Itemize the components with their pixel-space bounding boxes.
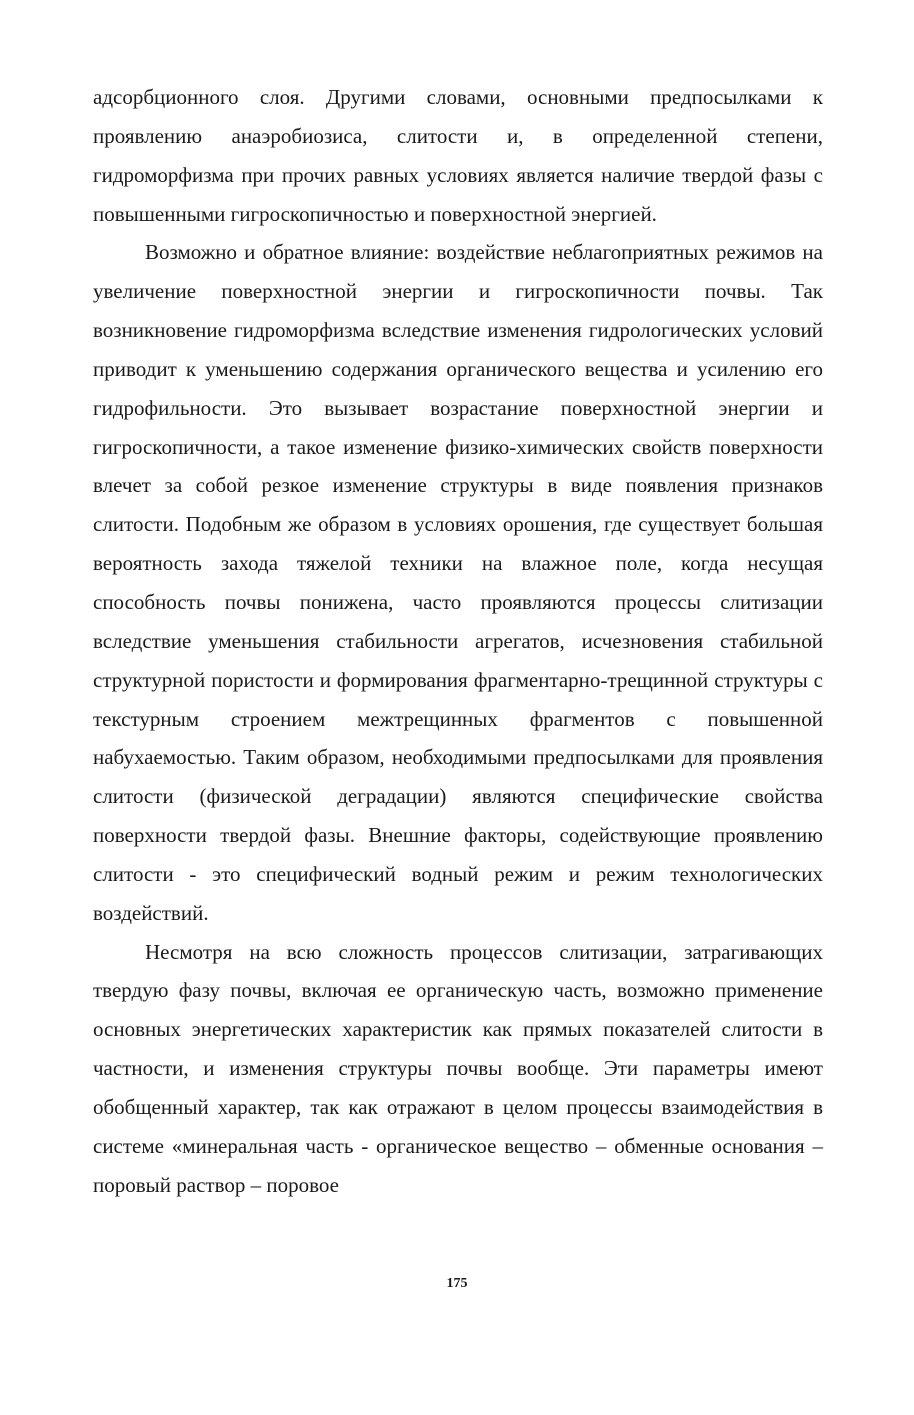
paragraph-3: Несмотря на всю сложность процессов слитизации, затрагивающих твердую фазу почвы, включая ее органическую часть, возможно применение основных энергетических характеристик как прямых показателей слитости в частности, и изменения структуры почвы вообще. Эти параметры имеют обобщенный характер, так как отражают в целом процессы взаимодействия в системе «минеральная часть - органическое вещество – обменные основания – поровый раствор – поровое xyxy=(93,939,823,1197)
page-number: 175 xyxy=(446,1276,468,1291)
paragraph-2: Возможно и обратное влияние: воздействие неблагоприятных режимов на увеличение поверхностной энергии и гигроскопичности почвы. Так возникновение гидроморфизма вследствие изменения гидрологических условий приводит к уменьшению содержания органического вещества и усилению его гидрофильности. Это вызывает возрастание поверхностной энергии и гигроскопичности, а такое изменение физико-химических свойств поверхности влечет за собой резкое изменение структуры в виде появления признаков слитости. Подобным же образом в условиях орошения, где существует большая вероятность захода тяжелой техники на влажное поле, когда несущая способность почвы понижена, часто проявляются процессы слитизации вследствие уменьшения стабильности агрегатов, исчезновения стабильной структурной пористости и формирования фрагментарно-трещинной структуры с текстурным строением межтрещинных фрагментов с повышенной набухаемостью. Таким образом, необходимыми предпосылками для проявления слитости (физической деградации) являются специфические свойства поверхности твердой фазы. Внешние факторы, содействующие проявлению слитости - это специфический водный режим и режим технологических воздействий. xyxy=(93,240,823,925)
paragraph-1: адсорбционного слоя. Другими словами, основными предпосылками к проявлению анаэробиозиса, слитости и, в определенной степени, гидроморфизма при прочих равных условиях является наличие твердой фазы с повышенными гигроскопичностью и поверхностной энергией. xyxy=(93,85,823,226)
body-text xyxy=(93,78,823,1204)
